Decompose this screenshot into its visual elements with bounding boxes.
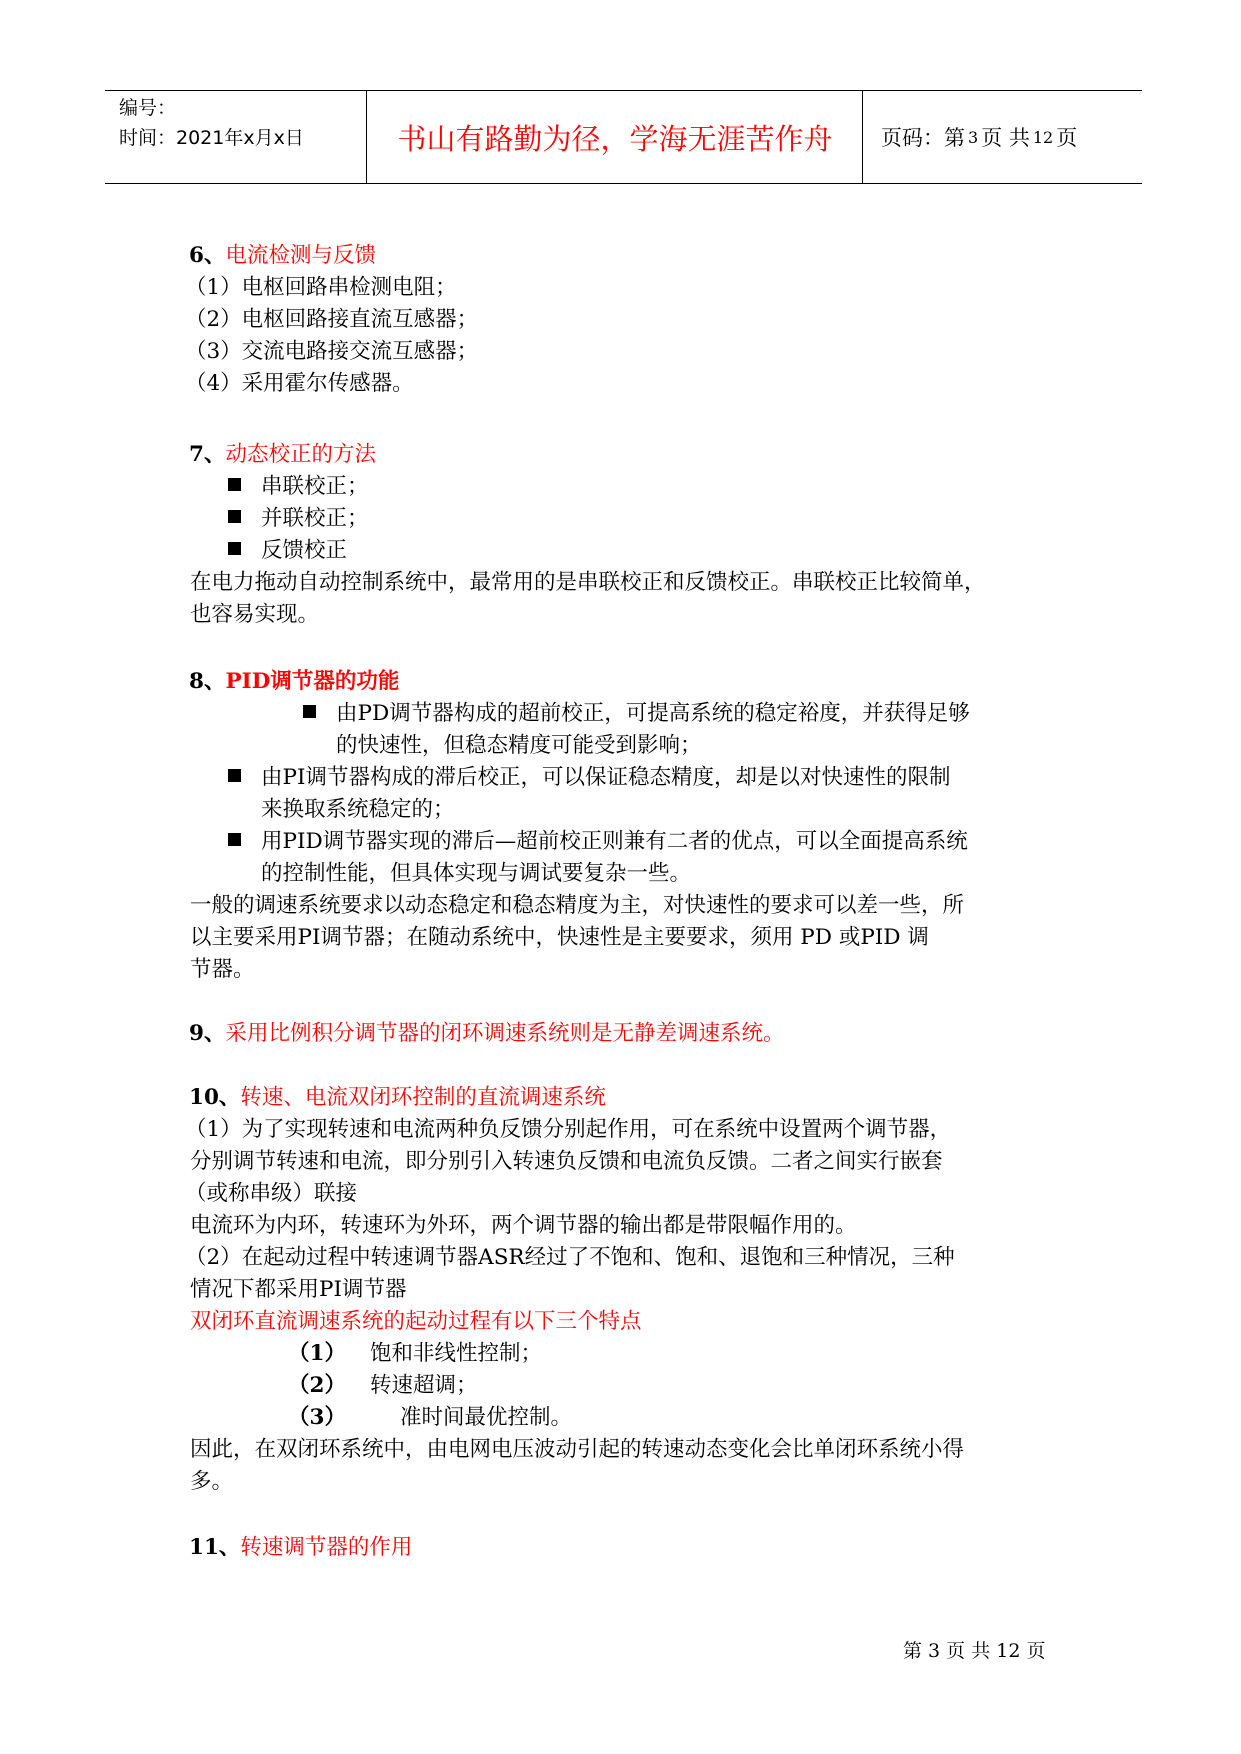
document-time-label: 时间：2021年x月x日 xyxy=(119,127,304,149)
paragraph-line: 情况下都采用PI调节器 xyxy=(190,1277,407,1302)
paragraph-line: 也容易实现。 xyxy=(190,602,320,627)
numbered-item: （1） 饱和非线性控制； xyxy=(288,1341,543,1366)
paragraph-line: （1）为了实现转速和电流两种负反馈分别起作用，可在系统中设置两个调节器， xyxy=(185,1117,952,1142)
paragraph-line: （1）电枢回路串检测电阻； xyxy=(185,275,457,300)
numbered-item: （2） 转速超调； xyxy=(288,1373,478,1398)
paragraph-line: 以主要采用PI调节器；在随动系统中，快速性是主要要求，须用 PD 或PID 调 xyxy=(190,925,929,950)
highlight-line: 双闭环直流调速系统的起动过程有以下三个特点 xyxy=(190,1309,642,1334)
bullet-item: 由PI调节器构成的滞后校正，可以保证稳态精度，却是以对快速性的限制 xyxy=(228,762,950,794)
page-footer: 第 3 页 共 12 页 xyxy=(903,1640,1046,1662)
page-prefix: 页码：第 xyxy=(881,126,965,150)
square-bullet-icon xyxy=(228,833,241,846)
square-bullet-icon xyxy=(303,705,316,718)
paragraph-line: 的快速性，但稳态精度可能受到影响； xyxy=(336,733,702,758)
bullet-item: 用PID调节器实现的滞后—超前校正则兼有二者的优点，可以全面提高系统 xyxy=(228,826,968,858)
page-middle: 页 共 xyxy=(981,126,1030,150)
paragraph-line: 因此，在双闭环系统中，由电网电压波动引起的转速动态变化会比单闭环系统小得 xyxy=(190,1437,965,1462)
square-bullet-icon xyxy=(228,769,241,782)
bullet-item: 串联校正； xyxy=(228,471,369,503)
page-total: 12 xyxy=(1032,127,1054,147)
page-header xyxy=(105,90,1142,184)
section-heading: 11、转速调节器的作用 xyxy=(189,1535,413,1560)
section-heading: 6、电流检测与反馈 xyxy=(189,243,376,268)
header-divider xyxy=(862,91,863,183)
paragraph-line: 分别调节转速和电流，即分别引入转速负反馈和电流负反馈。二者之间实行嵌套 xyxy=(190,1149,943,1174)
bullet-item: 并联校正； xyxy=(228,503,369,535)
paragraph-line: （2）在起动过程中转速调节器ASR经过了不饱和、饱和、退饱和三种情况，三种 xyxy=(185,1245,955,1270)
paragraph-line: （4）采用霍尔传感器。 xyxy=(185,371,414,396)
square-bullet-icon xyxy=(228,478,241,491)
header-divider xyxy=(366,91,367,183)
paragraph-line: 在电力拖动自动控制系统中，最常用的是串联校正和反馈校正。串联校正比较简单， xyxy=(190,570,986,595)
numbered-item: （3） 准时间最优控制。 xyxy=(288,1405,573,1430)
bullet-item: 反馈校正 xyxy=(228,535,347,567)
paragraph-line: 来换取系统稳定的； xyxy=(261,797,455,822)
square-bullet-icon xyxy=(228,510,241,523)
section-heading: 7、动态校正的方法 xyxy=(189,442,376,467)
header-motto: 书山有路勤为径，学海无涯苦作舟 xyxy=(397,121,833,156)
paragraph-line: 电流环为内环，转速环为外环，两个调节器的输出都是带限幅作用的。 xyxy=(190,1213,857,1238)
paragraph-line: 多。 xyxy=(190,1469,234,1494)
bullet-item: 由PD调节器构成的超前校正，可提高系统的稳定裕度，并获得足够 xyxy=(303,698,970,730)
page-current: 3 xyxy=(968,127,979,147)
paragraph-line: 节器。 xyxy=(190,957,255,982)
page-suffix: 页 xyxy=(1056,126,1078,150)
header-meta xyxy=(119,93,359,153)
section-heading: 8、PID调节器的功能 xyxy=(189,669,400,694)
paragraph-line: （3）交流电路接交流互感器； xyxy=(185,339,479,364)
paragraph-line: （2）电枢回路接直流互感器； xyxy=(185,307,479,332)
document-number-label: 编号： xyxy=(119,97,177,119)
section-heading: 10、转速、电流双闭环控制的直流调速系统 xyxy=(189,1085,606,1110)
section-heading: 9、采用比例积分调节器的闭环调速系统则是无静差调速系统。 xyxy=(189,1021,785,1046)
header-page-number xyxy=(875,91,1141,183)
paragraph-line: （或称串级）联接 xyxy=(185,1181,358,1206)
paragraph-line: 一般的调速系统要求以动态稳定和稳态精度为主，对快速性的要求可以差一些，所 xyxy=(190,893,965,918)
square-bullet-icon xyxy=(228,542,241,555)
paragraph-line: 的控制性能，但具体实现与调试要复杂一些。 xyxy=(261,861,692,886)
